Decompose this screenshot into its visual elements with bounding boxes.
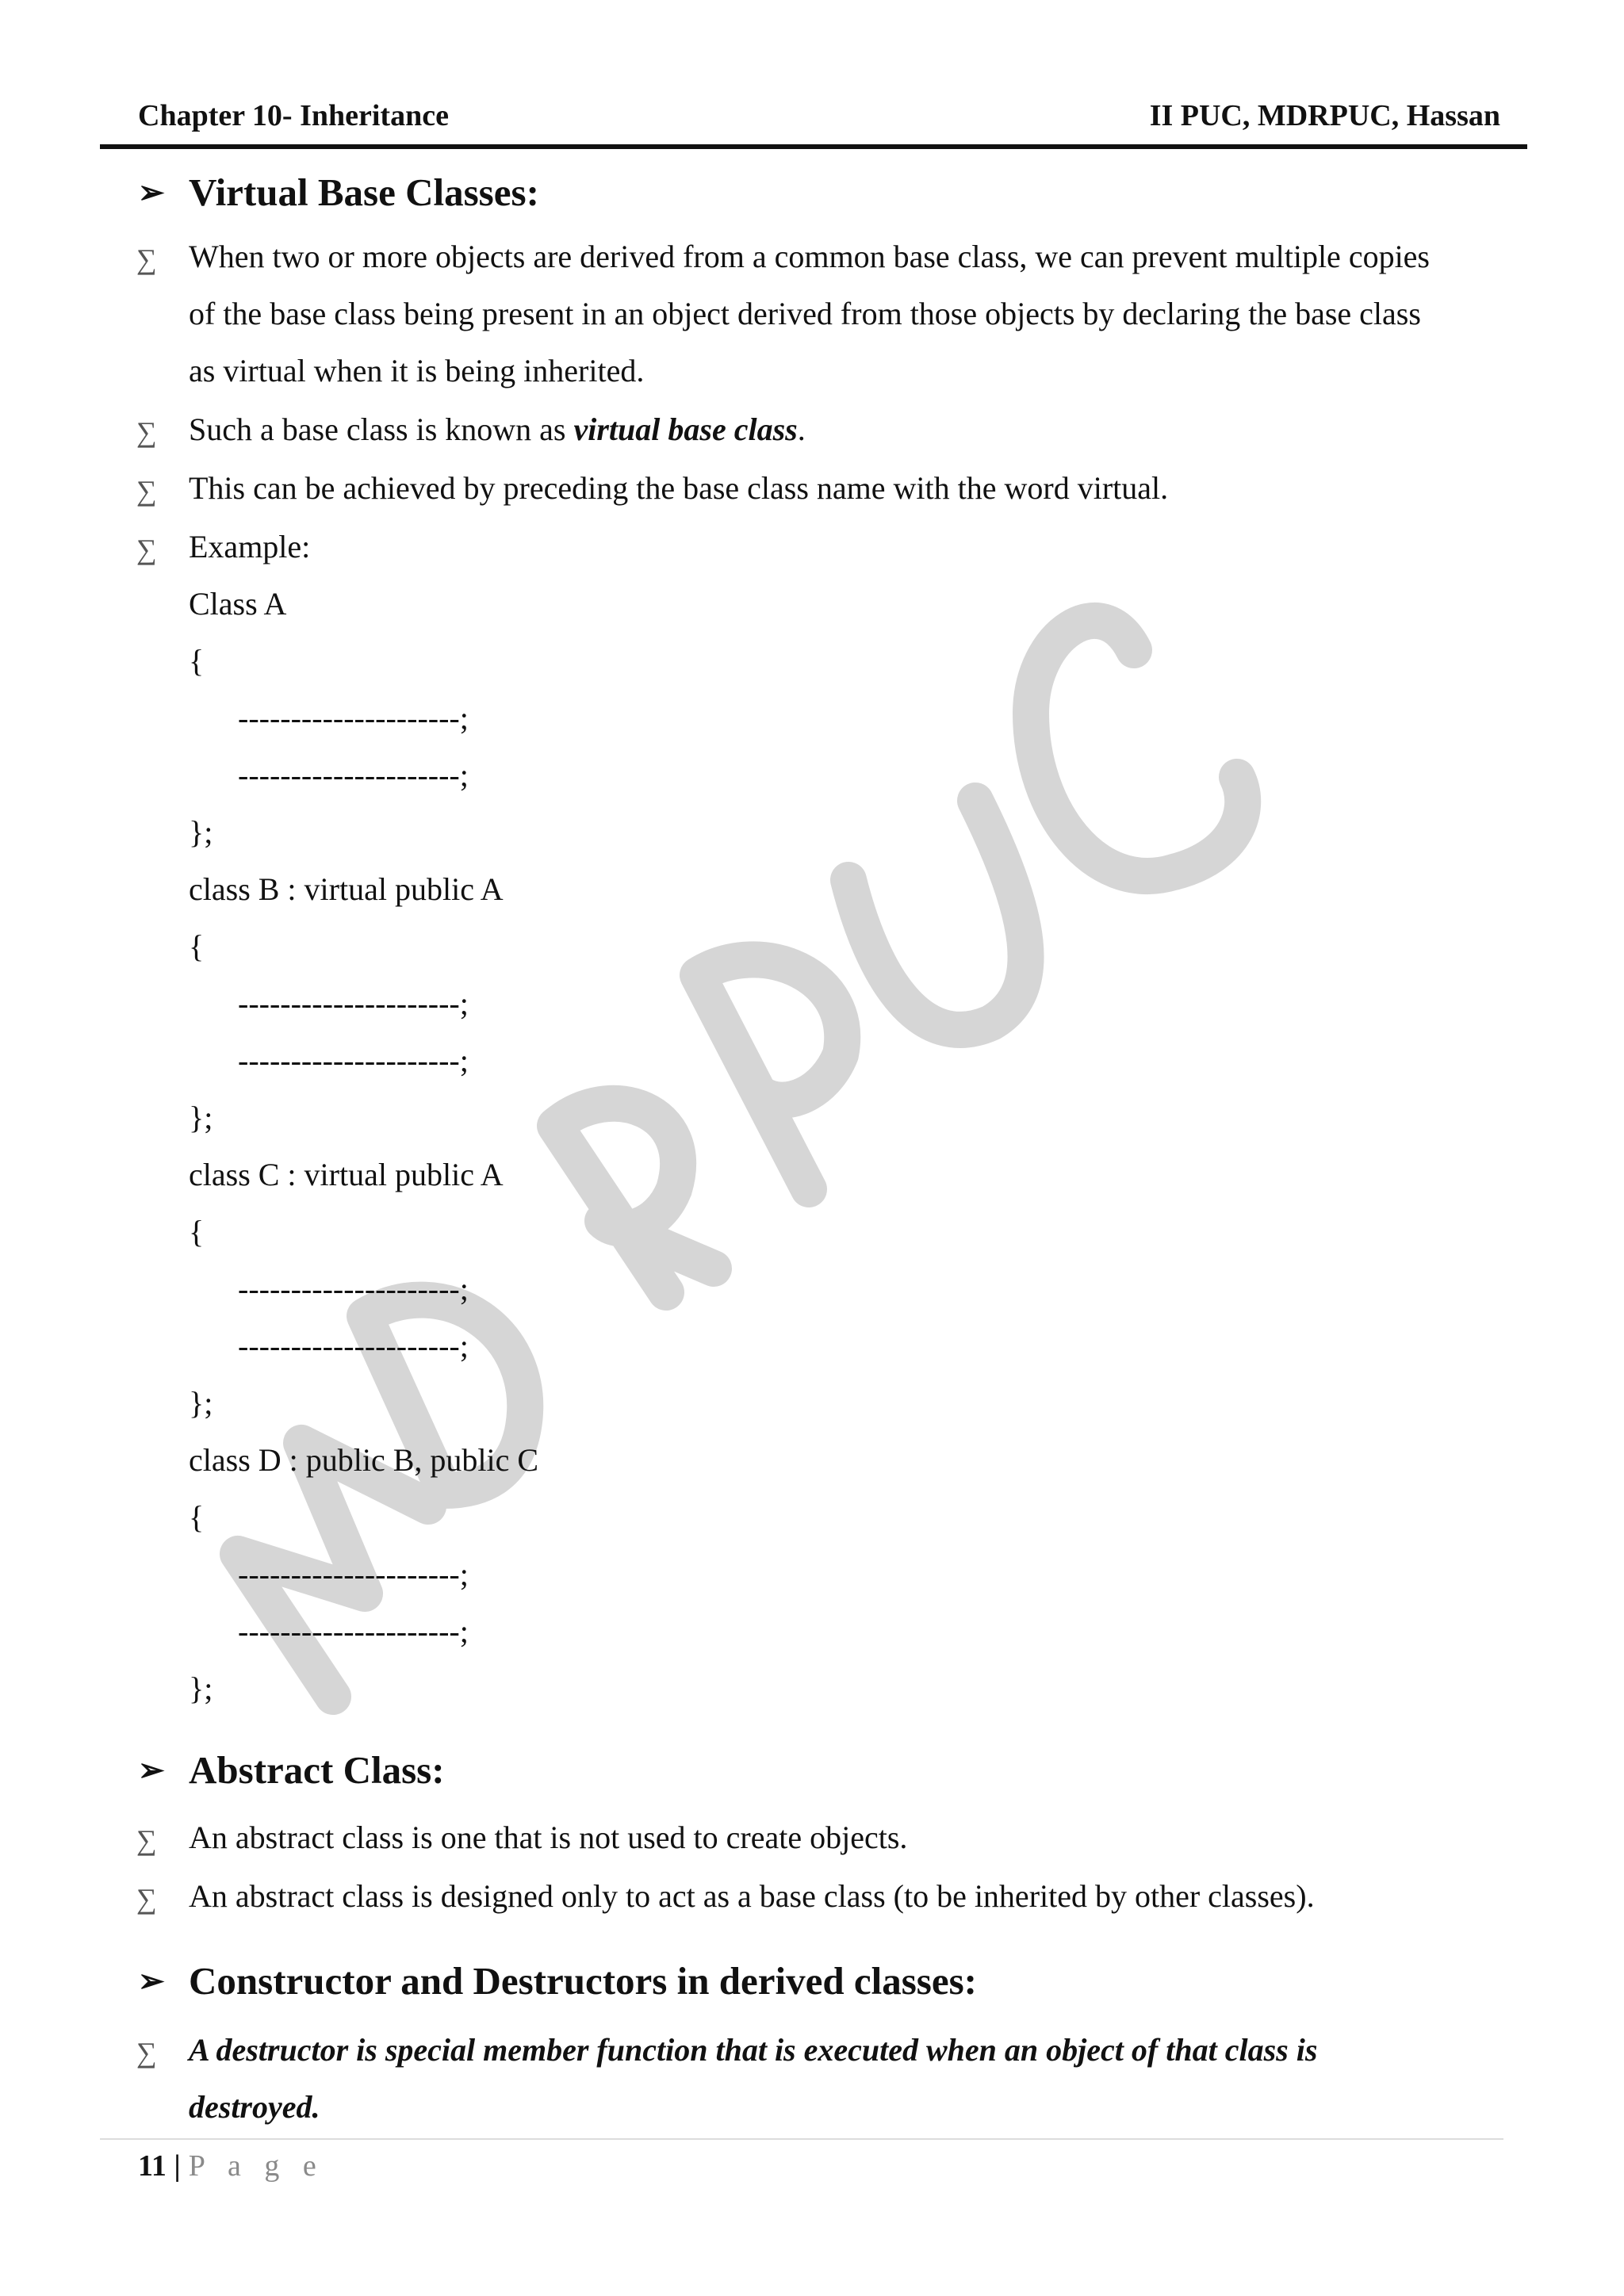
code-line: ---------------------; [238, 1271, 469, 1307]
text-run: Such a base class is known as [189, 411, 574, 447]
code-line: ---------------------; [238, 1043, 469, 1078]
bullet-icon: ∑ [136, 475, 157, 507]
bullet-icon: ∑ [136, 2037, 157, 2068]
paragraph-line: An abstract class is one that is not used to create objects. [189, 1820, 908, 1855]
page-number: 11 [138, 2149, 167, 2183]
code-line: class B : virtual public A [189, 871, 504, 907]
code-line: }; [189, 814, 213, 850]
code-line: ---------------------; [238, 1556, 469, 1592]
section-title: Constructor and Destructors in derived classes: [189, 1959, 977, 2003]
code-line: Class A [189, 586, 287, 622]
paragraph-line [189, 401, 1497, 458]
paragraph-line: This can be achieved by preceding the base class name with the word virtual. [189, 470, 1169, 506]
code-line: { [189, 928, 205, 964]
code-line: ---------------------; [238, 1613, 469, 1649]
page-footer [138, 2149, 324, 2183]
running-header-school: II PUC, MDRPUC, Hassan [1149, 99, 1500, 132]
bullet-icon: ∑ [136, 1883, 157, 1915]
code-line: }; [189, 1100, 213, 1135]
paragraph-line: When two or more objects are derived from a common base class, we can prevent multiple copies [189, 239, 1430, 274]
page-label: P a g e [188, 2149, 324, 2183]
footer-rule [100, 2138, 1503, 2140]
section-title: Virtual Base Classes: [189, 170, 539, 214]
paragraph-line: as virtual when it is being inherited. [189, 353, 645, 388]
code-line: { [189, 643, 205, 679]
code-line: { [189, 1214, 205, 1249]
code-line: }; [189, 1670, 213, 1706]
code-line: class C : virtual public A [189, 1157, 504, 1192]
bullet-icon: ∑ [136, 534, 157, 565]
section-arrow-icon: ➢ [138, 174, 165, 210]
footer-separator: | [174, 2149, 181, 2183]
section-heading-virtual-base-classes [138, 170, 539, 215]
running-header-chapter: Chapter 10- Inheritance [138, 99, 449, 132]
code-line: { [189, 1499, 205, 1535]
code-line: ---------------------; [238, 757, 469, 793]
section-title: Abstract Class: [189, 1748, 445, 1792]
paragraph-line: A destructor is special member function that is executed when an object of that class is [189, 2032, 1318, 2068]
emphasis-term: virtual base class [573, 411, 798, 447]
paragraph-line: of the base class being present in an object derived from those objects by declaring the base class [189, 296, 1421, 331]
paragraph-line: destroyed. [189, 2089, 320, 2125]
section-arrow-icon: ➢ [138, 1963, 165, 1999]
header-rule [100, 144, 1527, 149]
bullet-icon: ∑ [136, 416, 157, 448]
text-run: . [797, 411, 806, 447]
code-line: }; [189, 1385, 213, 1421]
code-line: ---------------------; [238, 1328, 469, 1364]
paragraph-line: An abstract class is designed only to act as a base class (to be inherited by other classes). [189, 1878, 1315, 1914]
paragraph-line: Example: [189, 529, 311, 564]
code-line: ---------------------; [238, 700, 469, 736]
section-heading-abstract-class [138, 1747, 445, 1793]
code-line: ---------------------; [238, 985, 469, 1021]
code-line: class D : public B, public C [189, 1442, 539, 1478]
section-heading-constructor-destructors [138, 1958, 977, 2003]
bullet-icon: ∑ [136, 243, 157, 275]
bullet-icon: ∑ [136, 1824, 157, 1856]
section-arrow-icon: ➢ [138, 1752, 165, 1788]
